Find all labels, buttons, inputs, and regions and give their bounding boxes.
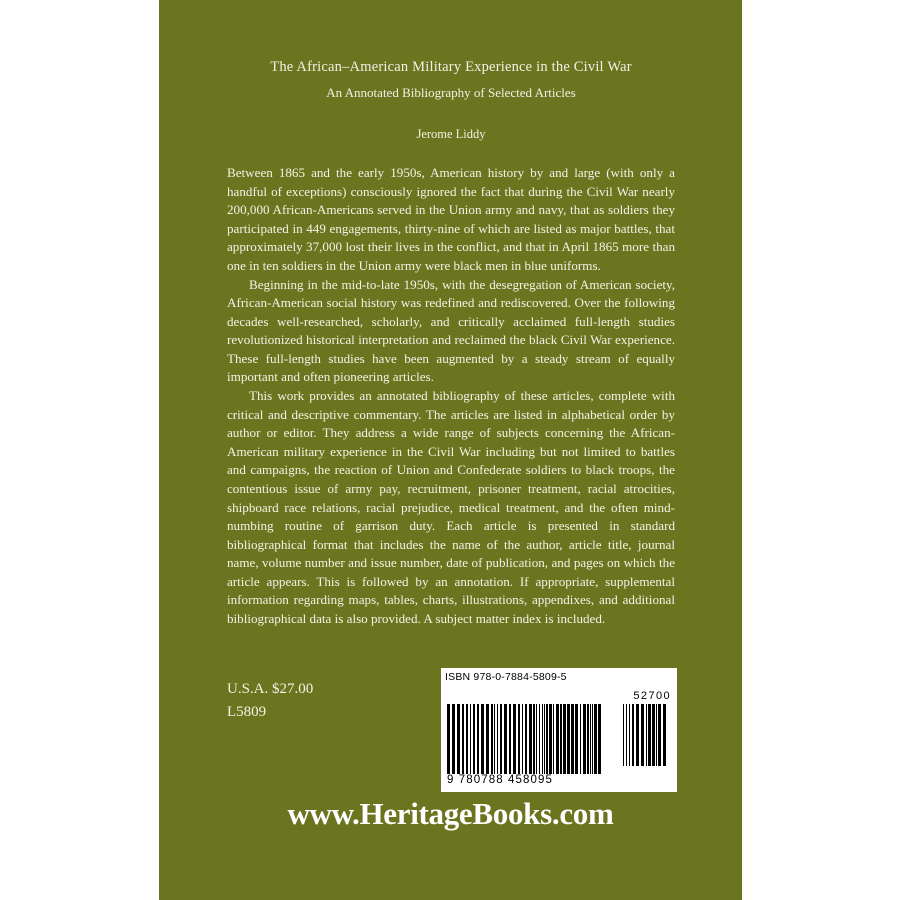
description-paragraph-3: This work provides an annotated bibliography of these articles, complete with critical and descriptive commentary. The articles are listed in alphabetical order by author or editor. They address a wide range of subjects concerning the African-American military experience in the Civil War including but not limited to battles and campaigns, the reaction of Union and Confederate soldiers to black troops, the contentious issue of army pay, recruitment, prisoner treatment, racial atrocities, shipboard race relations, racial prejudice, medical treatment, and the often mind-numbing routine of garrison duty. Each article is presented in standard bibliographical format that includes the name of the author, article title, journal name, volume number and issue number, date of publication, and pages on which the article appears. This is followed by an annotation. If appropriate, supplemental information regarding maps, tables, charts, illustrations, appendixes, and additional bibliographical data is also provided. A subject matter index is included. xyxy=(227,388,675,626)
book-title: The African–American Military Experience in the Civil War xyxy=(270,59,632,75)
author-name: Jerome Liddy xyxy=(416,127,486,142)
barcode-digits: 9 780788 458095 xyxy=(447,774,554,786)
isbn-label: ISBN 978-0-7884-5809-5 xyxy=(445,671,567,683)
price-block xyxy=(227,678,313,723)
cover-panel xyxy=(159,0,742,900)
item-code-label: L5809 xyxy=(227,703,267,720)
price-label: U.S.A. $27.00 xyxy=(227,681,314,697)
description-paragraph-2: Beginning in the mid-to-late 1950s, with the desegregation of American society, African-American social history was redefined and rediscovered. Over the following decades well-researched, scholarly, and critically acclaimed full-length studies revolutionized historical interpretation and reclaimed the black Civil War experience. These full-length studies have been augmented by a steady stream of equally important and often pioneering articles. xyxy=(227,276,675,385)
book-subtitle: An Annotated Bibliography of Selected Articles xyxy=(326,84,576,100)
barcode-bars-main xyxy=(447,704,615,774)
ean5-price-code: 52700 xyxy=(633,690,671,702)
barcode-bars-addon xyxy=(623,704,671,766)
barcode-block xyxy=(441,668,677,792)
description-paragraph-1: Between 1865 and the early 1950s, American history by and large (with only a handful of exceptions) consciously ignored the fact that during the Civil War nearly 200,000 African-Americans served in the Union army and navy, that as soldiers they participated in 449 engagements, thirty-nine of which are listed as major battles, that approximately 37,000 lost their lives in the conflict, and that in April 1865 more than one in ten soldiers in the Union army were black men in blue uniforms. xyxy=(227,165,675,273)
back-cover-description xyxy=(227,164,675,628)
title-block xyxy=(227,0,675,101)
publisher-website: www.HeritageBooks.com xyxy=(287,796,614,831)
